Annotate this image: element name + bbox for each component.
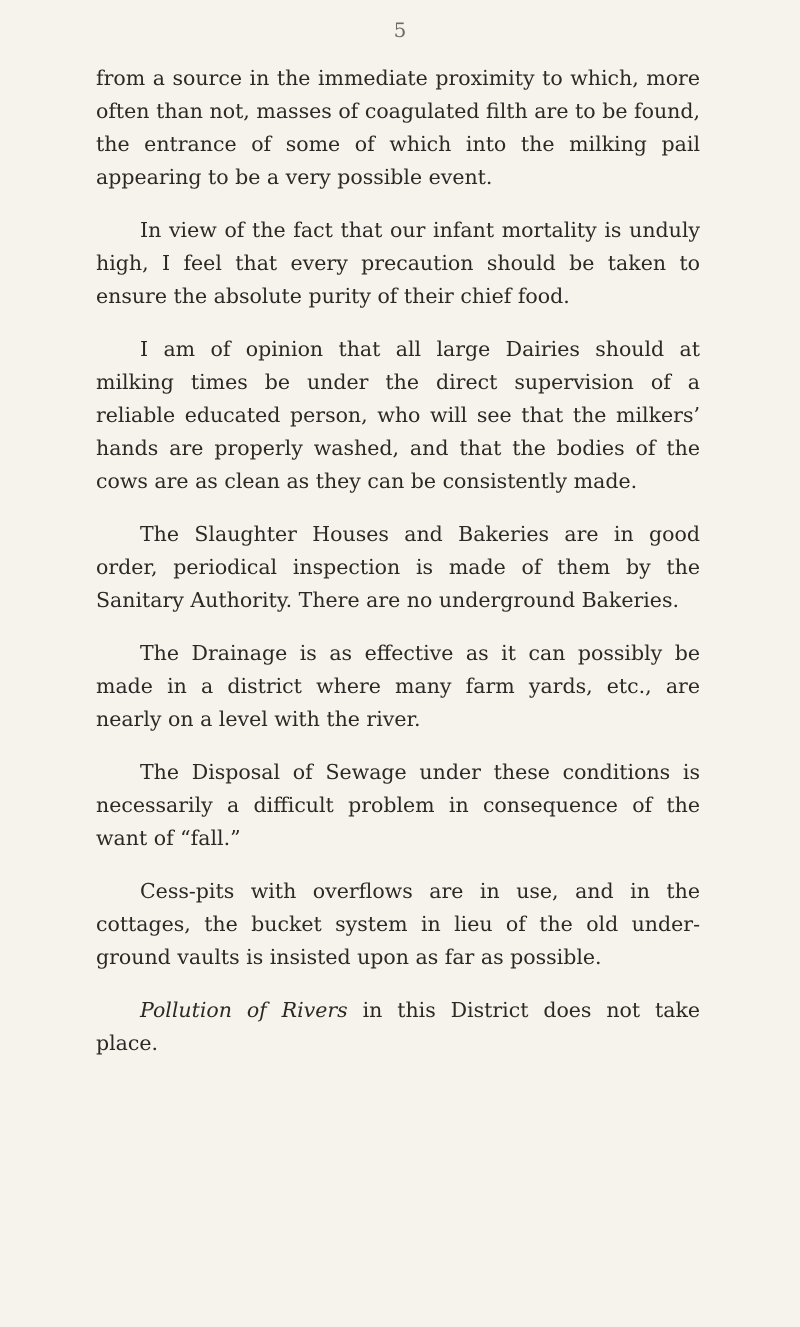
- paragraph-infant-mortality: In view of the fact that our infant mortality is unduly high, I feel that every precaution should be taken to ensure the absolute purity of their chief food.: [96, 218, 700, 308]
- body-text: [96, 62, 700, 1080]
- paragraph-continuation: from a source in the immediate proximity to which, more often than not, masses of coagulated filth are to be found, the entrance of some of which into the milking pail appearing to be a very possible event.: [96, 66, 700, 189]
- pollution-heading: Pollution of Rivers: [140, 998, 348, 1022]
- paragraph-cess-pits: Cess-pits with overflows are in use, and in the cottages, the bucket system in lieu of the old under-ground vaults is insisted upon as far as possible.: [96, 879, 700, 969]
- paragraph-pollution-of-rivers: [96, 994, 700, 1060]
- paragraph-slaughter-houses: The Slaughter Houses and Bakeries are in good order, periodical inspection is made of them by the Sanitary Authority. There are no underground Bakeries.: [96, 522, 700, 612]
- paragraph-drainage: The Drainage is as effective as it can possibly be made in a district where many farm yards, etc., are nearly on a level with the river.: [96, 641, 700, 731]
- paragraph-dairies: I am of opinion that all large Dairies should at milking times be under the direct supervision of a reliable educated person, who will see that the milkers’ hands are properly washed, and that the bodies of the cows are as clean as they can be consistently made.: [96, 337, 700, 493]
- page-number: 5: [393, 18, 407, 42]
- paragraph-sewage-disposal: The Disposal of Sewage under these conditions is necessarily a difficult problem in consequence of the want of “fall.”: [96, 760, 700, 850]
- pollution-text: in this District does not take place.: [96, 998, 700, 1055]
